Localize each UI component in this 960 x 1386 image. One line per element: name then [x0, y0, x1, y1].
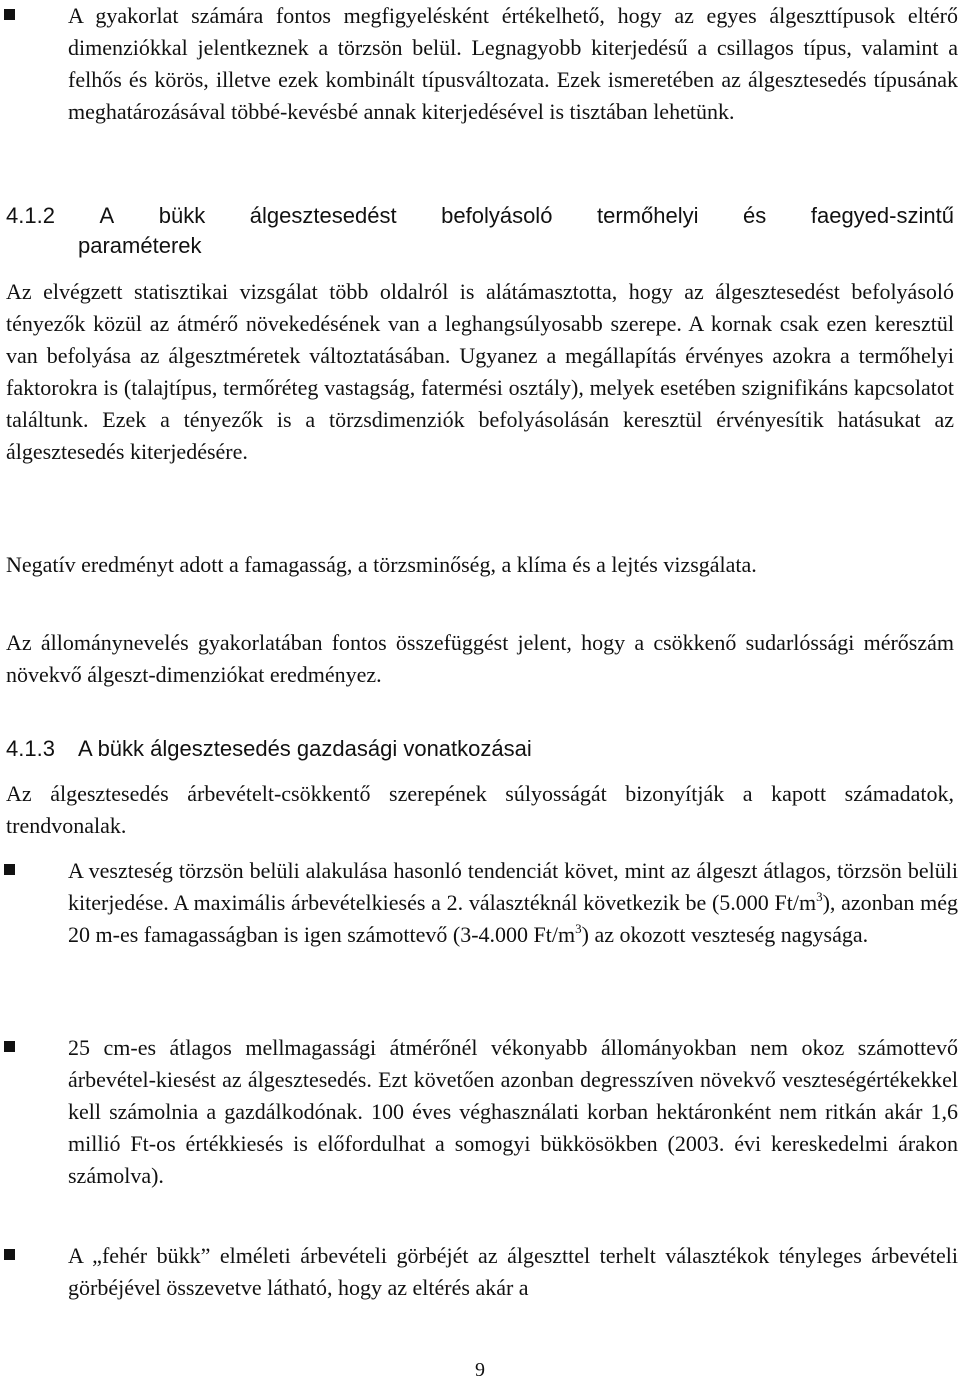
- bullet-text-part: ) az okozott veszteség nagysága.: [581, 922, 869, 947]
- superscript: 3: [816, 889, 823, 904]
- square-bullet-icon: [4, 1249, 15, 1260]
- square-bullet-icon: [4, 9, 15, 20]
- bullet-text: 25 cm-es átlagos mellmagassági átmérőnél vékonyabb állományokban nem okoz számottevő árbevétel-kiesést az álgesztesedés. Ezt követően azonban degresszíven növekvő veszteségértékekkel kell számolnia a gazdálkodónak. 100 éves véghasználati korban hektáronként nem ritkán akár 1,6 millió Ft-os értékkiesés is előfordulhat a somogyi bükkösökben (2003. évi kereskedelmi árakon számolva).: [68, 1035, 958, 1188]
- heading-word: faegyed-szintű: [810, 203, 954, 228]
- bullet-text-part: ), azonban még 20 m-es famagasságban is igen számottevő (3-4.000 Ft/m: [68, 890, 959, 947]
- section-heading-continuation: paraméterek: [78, 233, 202, 258]
- bullet-item-atmero: [4, 1032, 960, 1192]
- paragraph-negativ-eredmeny: Negatív eredményt adott a famagasság, a törzsminőség, a klíma és a lejtés vizsgálata.: [6, 552, 757, 577]
- heading-word: bükk: [158, 203, 206, 228]
- section-heading-line: [6, 201, 954, 231]
- square-bullet-icon: [4, 864, 15, 875]
- paragraph-allomanyneveles: Az állománynevelés gyakorlatában fontos összefüggést jelent, hogy a csökkenő sudarlóssági mérőszám növekvő álgeszt-dimenziókat eredményez.: [6, 630, 954, 687]
- bullet-item-geszttipusok: [4, 0, 960, 128]
- heading-word: és: [743, 203, 767, 228]
- section-heading-4-1-3: [6, 734, 954, 764]
- bullet-text: [68, 855, 958, 951]
- heading-word: termőhelyi: [597, 203, 699, 228]
- section-title: A bükk álgesztesedés gazdasági vonatkozásai: [78, 736, 532, 761]
- superscript: 3: [575, 921, 582, 936]
- section-number: 4.1.2: [6, 203, 55, 228]
- bullet-text: A „fehér bükk” elméleti árbevételi görbéjét az álgeszttel terhelt választékok tényleges árbevételi görbéjével összevetve látható, hogy az eltérés akár a: [68, 1243, 958, 1300]
- bullet-text: A gyakorlat számára fontos megfigyelésként értékelhető, hogy az egyes álgeszttípusok eltérő dimenziókkal jelentkeznek a törzsön belül. Legnagyobb kiterjedésű a csillagos típus, valamint a felhős és körös, illetve ezek kombinált típusváltozata. Ezek ismeretében az álgesztesedés típusának meghatározásával többé-kevésbé annak kiterjedésével is tisztában lehetünk.: [68, 3, 958, 124]
- section-heading-4-1-2: [6, 201, 954, 261]
- section-number: 4.1.3: [6, 736, 55, 761]
- heading-word: befolyásoló: [441, 203, 553, 228]
- bullet-item-veszteseg: [4, 855, 960, 951]
- page-number: 9: [475, 1359, 485, 1381]
- heading-word: A: [99, 203, 115, 228]
- bullet-text-part: A veszteség törzsön belüli alakulása hasonló tendenciát követ, mint az álgeszt átlagos, törzsön belüli kiterjedése. A maximális árbevételkiesés a 2. választéknál következik be (5.000 Ft/m: [68, 858, 958, 915]
- paragraph-statisztikai-vizsgalat: Az elvégzett statisztikai vizsgálat több oldalról is alátámasztotta, hogy az álgesztesedést befolyásoló tényezők közül az átmérő növekedésének van a leghangsúlyosabb szerepe. A kornak csak ezen keresztül van befolyása az álgesztméretek változtatásában. Ugyanez a megállapítás érvényes azokra a termőhelyi faktorokra is (talajtípus, termőréteg vastagság, fatermési osztály), melyek esetében szignifikáns kapcsolatot találtunk. Ezek a tényezők is a törzsdimenziók befolyásolásán keresztül érvényesítik hatásukat az álgesztesedés kiterjedésére.: [6, 279, 954, 464]
- heading-word: álgesztesedést: [249, 203, 397, 228]
- bullet-item-feher-bukk: [4, 1240, 960, 1304]
- square-bullet-icon: [4, 1041, 15, 1052]
- paragraph-arbevetel: Az álgesztesedés árbevételt-csökkentő szerepének súlyosságát bizonyítják a kapott számadatok, trendvonalak.: [6, 781, 954, 838]
